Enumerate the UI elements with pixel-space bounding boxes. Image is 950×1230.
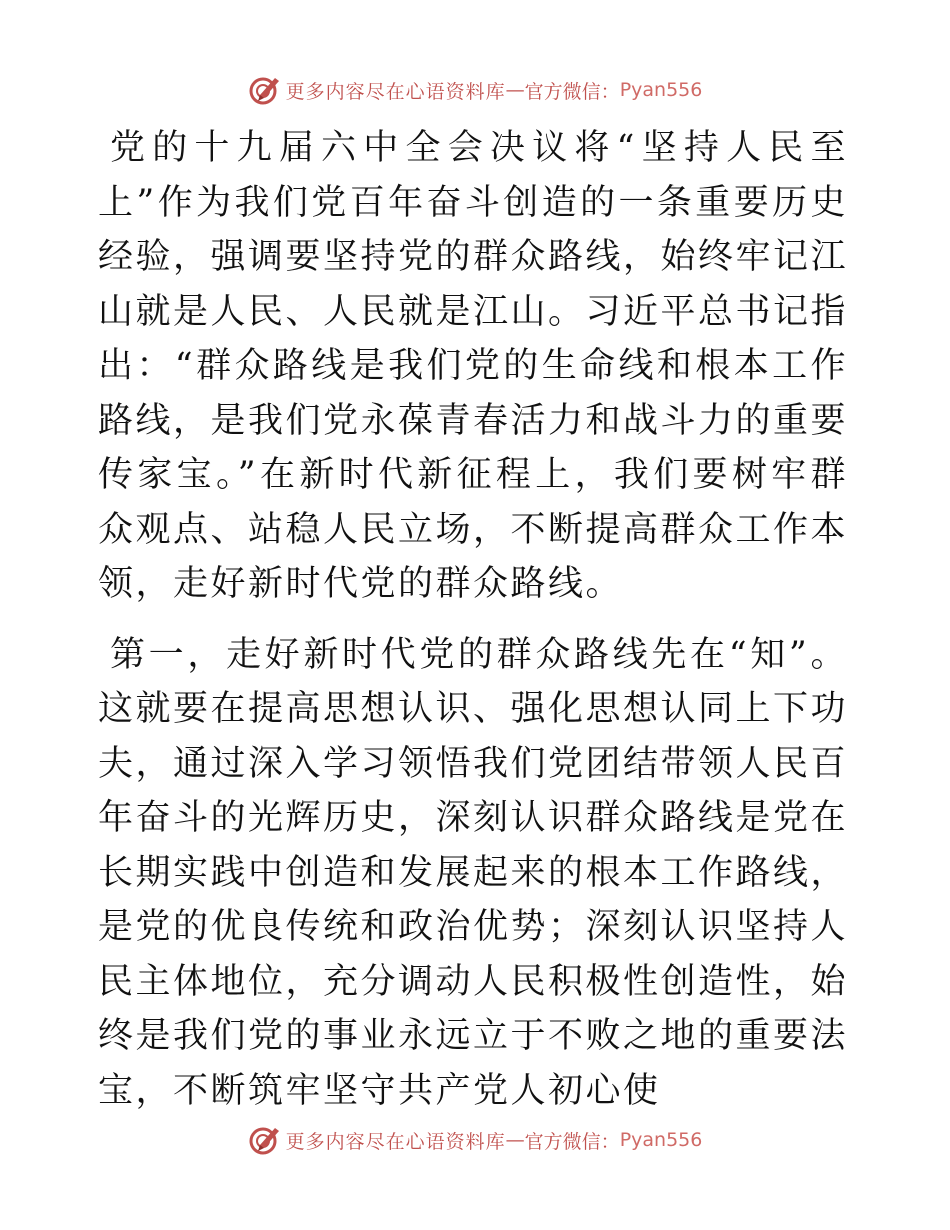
banner-text: 更多内容尽在心语资料库 (285, 80, 506, 103)
banner-wechat-id: Pyan556 (619, 1129, 703, 1151)
banner-dash: — (505, 79, 525, 101)
banner-dash: — (505, 1129, 525, 1151)
banner-label: 官方微信： (524, 80, 620, 103)
banner-text: 更多内容尽在心语资料库 (285, 1130, 506, 1153)
banner-label: 官方微信： (524, 1130, 620, 1153)
footer-watermark-banner (0, 1120, 950, 1160)
paragraph-2: 第一，走好新时代党的群众路线先在“知”。这就要在提高思想认识、强化思想认同上下功夫，通过深入学习领悟我们党团结带领人民百年奋斗的光辉历史，深刻认识群众路线是党在长期实践中创造和发展起来的根本工作路线，是党的优良传统和政治优势；深刻认识坚持人民主体地位，充分调动人民积极性创造性，始终是我们党的事业永远立于不败之地的重要法宝，不断筑牢坚守共产党人初心使 (98, 634, 849, 1111)
header-watermark-banner (0, 70, 950, 110)
logo-icon (248, 73, 282, 107)
document-body (98, 121, 848, 1118)
paragraph-1: 党的十九届六中全会决议将“坚持人民至上”作为我们党百年奋斗创造的一条重要历史经验，强调要坚持党的群众路线，始终牢记江山就是人民、人民就是江山。习近平总书记指出：“群众路线是我们党的生命线和根本工作路线，是我们党永葆青春活力和战斗力的重要传家宝。”在新时代新征程上，我们要树牢群众观点、站稳人民立场，不断提高群众工作本领，走好新时代党的群众路线。 (98, 128, 849, 604)
logo-icon (248, 1123, 282, 1157)
banner-wechat-id: Pyan556 (619, 79, 703, 101)
